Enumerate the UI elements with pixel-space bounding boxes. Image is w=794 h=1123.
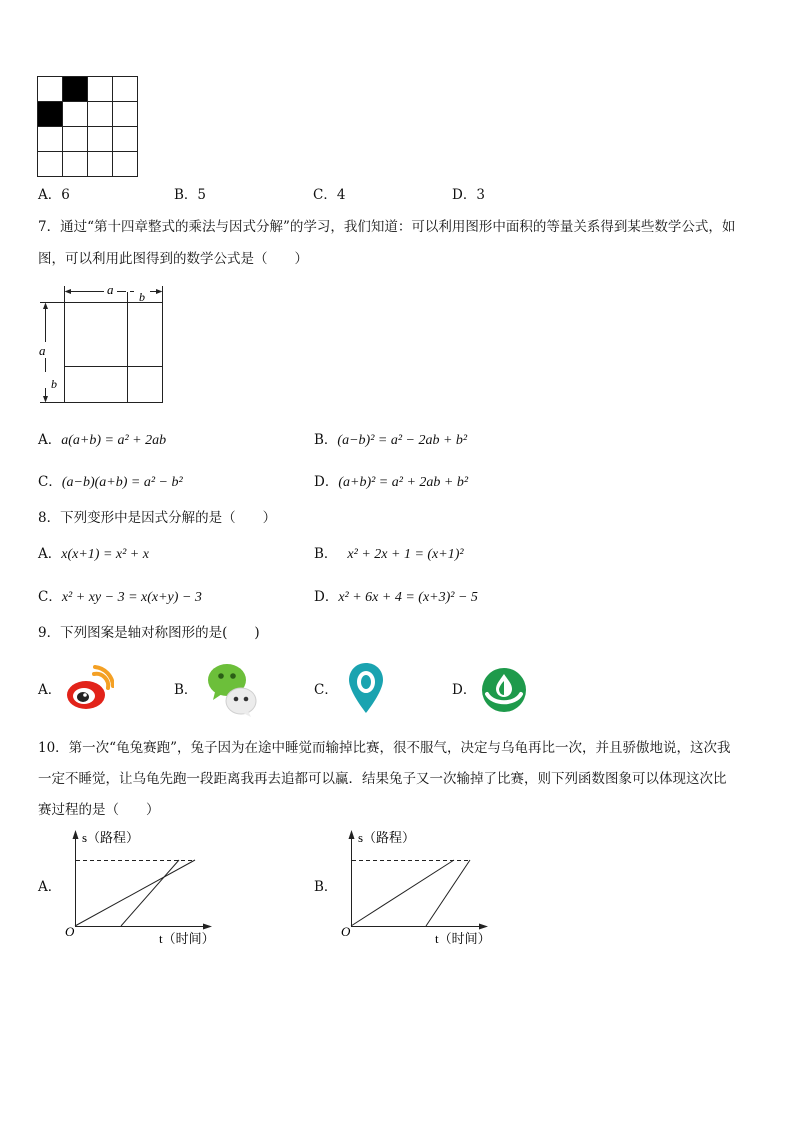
q7-option-c[interactable] bbox=[38, 474, 183, 491]
option-label: A． bbox=[38, 546, 62, 562]
x-axis-label: t（时间） bbox=[435, 931, 491, 946]
q8-stem: 8．下列变形中是因式分解的是（ ） bbox=[38, 510, 277, 526]
q9-option-c[interactable]: C． bbox=[314, 682, 338, 698]
q7-stem-line1: 7．通过“第十四章整式的乘法与因式分解”的学习，我们知道：可以利用图形中面积的等量关系得到某些数学公式，如 bbox=[38, 219, 736, 235]
option-formula: (a+b)² = a² + 2ab + b² bbox=[338, 475, 469, 490]
q6-option-d[interactable]: D．3 bbox=[452, 187, 485, 203]
q6-option-a[interactable]: A．6 bbox=[38, 187, 70, 203]
q10-option-a[interactable]: A． bbox=[38, 879, 62, 895]
option-label: C． bbox=[38, 589, 62, 605]
q6-option-c[interactable]: C．4 bbox=[313, 187, 346, 203]
q7-option-d[interactable] bbox=[314, 474, 468, 491]
q7-option-a[interactable] bbox=[38, 432, 166, 449]
option-label: D． bbox=[314, 474, 339, 490]
rabbit-line bbox=[426, 860, 470, 926]
label-a-left: a bbox=[39, 343, 46, 358]
rabbit-line bbox=[121, 860, 179, 926]
q9-option-d[interactable]: D． bbox=[452, 682, 477, 698]
origin-label: O bbox=[341, 924, 351, 939]
label-b-top: b bbox=[139, 290, 145, 304]
q10-stem-line3: 赛过程的是（ ） bbox=[38, 802, 160, 818]
option-formula: (a−b)(a+b) = a² − b² bbox=[61, 475, 183, 490]
q9-stem: 9．下列图案是轴对称图形的是( ) bbox=[38, 625, 260, 641]
option-formula: x² + xy − 3 = x(x+y) − 3 bbox=[61, 590, 202, 605]
black-square bbox=[38, 102, 62, 126]
option-label: A． bbox=[38, 432, 62, 448]
location-pin-icon bbox=[348, 662, 384, 714]
q8-option-b[interactable] bbox=[314, 546, 464, 563]
tortoise-line bbox=[351, 860, 454, 926]
option-formula: (a−b)² = a² − 2ab + b² bbox=[337, 433, 468, 448]
label-b-left: b bbox=[51, 377, 57, 391]
option-label: B． bbox=[314, 432, 338, 448]
water-drop-icon bbox=[481, 667, 527, 713]
q8-option-a[interactable] bbox=[38, 546, 149, 563]
q8-option-d[interactable] bbox=[314, 589, 478, 606]
square-area-figure bbox=[34, 280, 169, 408]
q8-option-c[interactable] bbox=[38, 589, 202, 606]
label-a-top: a bbox=[107, 282, 114, 297]
wechat-icon bbox=[205, 658, 257, 718]
option-formula: x(x+1) = x² + x bbox=[61, 547, 149, 562]
q9-option-a[interactable]: A． bbox=[38, 682, 62, 698]
q6-option-b[interactable]: B．5 bbox=[174, 187, 207, 203]
q7-stem-line2: 图，可以利用此图得到的数学公式是（ ） bbox=[38, 251, 308, 267]
option-label: D． bbox=[314, 589, 339, 605]
graph-a bbox=[62, 826, 222, 950]
option-formula: a(a+b) = a² + 2ab bbox=[61, 433, 167, 448]
q10-stem-line2: 一定不睡觉，让乌龟先跑一段距离我再去追都可以赢．结果兔子又一次输掉了比赛，则下列函数图象可以体现这次比 bbox=[38, 771, 727, 787]
tortoise-line bbox=[75, 860, 195, 926]
grid-figure bbox=[37, 76, 138, 177]
option-label: C． bbox=[38, 474, 62, 490]
q10-option-b[interactable]: B． bbox=[314, 879, 338, 895]
q9-option-b[interactable]: B． bbox=[174, 682, 198, 698]
x-axis-label: t（时间） bbox=[159, 931, 215, 946]
y-axis-label: s（路程） bbox=[358, 830, 416, 845]
y-axis-label: s（路程） bbox=[82, 830, 140, 845]
weibo-icon bbox=[64, 664, 114, 712]
graph-b bbox=[338, 826, 498, 950]
option-formula: x² + 2x + 1 = (x+1)² bbox=[347, 547, 464, 562]
q10-stem-line1: 10．第一次“龟兔赛跑”，兔子因为在途中睡觉而输掉比赛，很不服气，决定与乌龟再比一次，并且骄傲地说，这次我 bbox=[38, 740, 731, 756]
option-label: B． bbox=[314, 546, 338, 562]
q7-option-b[interactable] bbox=[314, 432, 467, 449]
black-square bbox=[63, 77, 87, 101]
option-formula: x² + 6x + 4 = (x+3)² − 5 bbox=[338, 590, 478, 605]
origin-label: O bbox=[65, 924, 75, 939]
